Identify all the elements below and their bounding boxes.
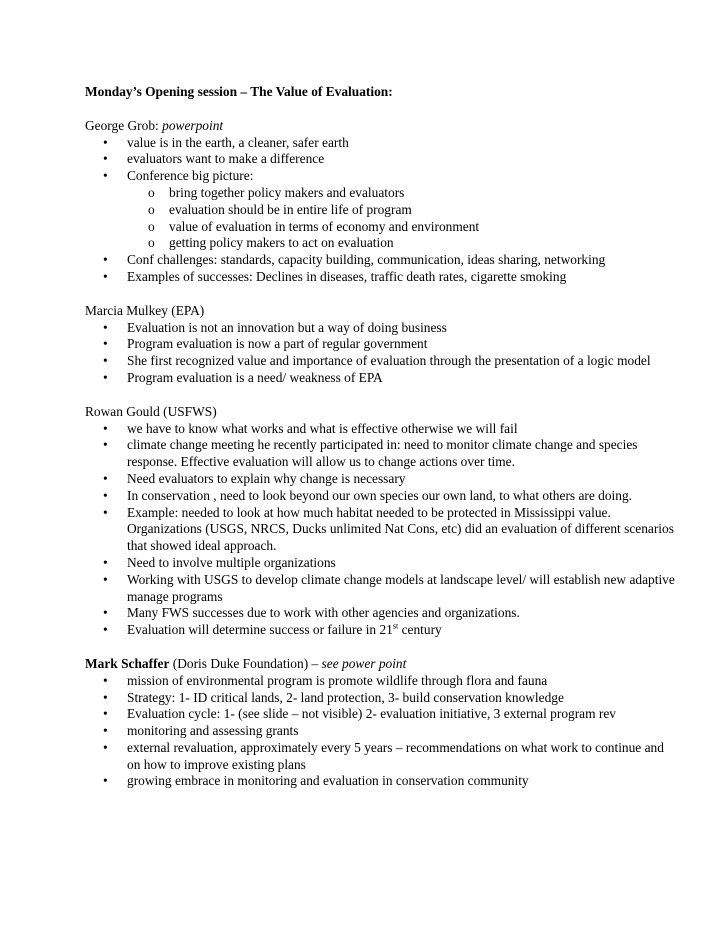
list-item: • In conservation , need to look beyond our own species our own land, to what others are doing.: [85, 488, 680, 505]
list-item-text: Evaluation will determine success or failure in 21: [127, 622, 393, 638]
list-item: • Evaluation is not an innovation but a way of doing business: [85, 320, 680, 337]
list-item-text-tail: century: [398, 622, 442, 638]
list-item: • Need evaluators to explain why change is necessary: [85, 471, 680, 488]
list-item: [85, 622, 680, 639]
section-marcia-mulkey: [85, 303, 680, 387]
list-item: • Many FWS successes due to work with other agencies and organizations.: [85, 605, 680, 622]
speaker-name: Mark Schaffer: [85, 655, 170, 671]
list-item: • Examples of successes: Declines in diseases, traffic death rates, cigarette smoking: [85, 269, 680, 286]
speaker-note: see power point: [321, 655, 407, 671]
speaker-heading: [85, 303, 680, 320]
list-item: • Evaluation cycle: 1- (see slide – not visible) 2- evaluation initiative, 3 external program rev: [85, 706, 680, 723]
sub-list-item: o getting policy makers to act on evaluation: [85, 235, 680, 252]
speaker-affiliation: (Doris Duke Foundation) –: [169, 655, 322, 671]
list-item: • growing embrace in monitoring and evaluation in conservation community: [85, 773, 680, 790]
bullet-list: [85, 135, 680, 286]
list-item: • She first recognized value and importance of evaluation through the presentation of a logic model: [85, 353, 680, 370]
speaker-name: Rowan Gould (USFWS): [85, 403, 217, 419]
list-item: • climate change meeting he recently participated in: need to monitor climate change and species response. Effective evaluation will allow us to change actions over time.: [85, 437, 680, 471]
bullet-list: [85, 320, 680, 387]
sub-list-item: o evaluation should be in entire life of program: [85, 202, 680, 219]
list-item: • Conf challenges: standards, capacity building, communication, ideas sharing, networking: [85, 252, 680, 269]
bullet-list: [85, 673, 680, 791]
ordinal-superscript: st: [392, 621, 399, 631]
speaker-heading: [85, 118, 680, 135]
section-george-grob: [85, 118, 680, 286]
sub-list: [127, 185, 680, 252]
speaker-heading: [85, 404, 680, 421]
list-item: • Program evaluation is now a part of regular government: [85, 336, 680, 353]
speaker-note: powerpoint: [162, 117, 224, 133]
speaker-heading: [85, 656, 680, 673]
page-title: Monday’s Opening session – The Value of Evaluation:: [85, 84, 393, 99]
list-item-text: Conference big picture:: [127, 168, 254, 184]
list-item: • Program evaluation is a need/ weakness of EPA: [85, 370, 680, 387]
list-item: • Working with USGS to develop climate change models at landscape level/ will establish new adaptive manage programs: [85, 572, 680, 606]
list-item: • Need to involve multiple organizations: [85, 555, 680, 572]
sub-list-item: o value of evaluation in terms of economy and environment: [85, 219, 680, 236]
list-item: • monitoring and assessing grants: [85, 723, 680, 740]
speaker-name: Marcia Mulkey (EPA): [85, 302, 205, 318]
list-item: • mission of environmental program is promote wildlife through flora and fauna: [85, 673, 680, 690]
list-item: • value is in the earth, a cleaner, safer earth: [85, 135, 680, 152]
list-item: • Example: needed to look at how much habitat needed to be protected in Mississippi value. Organizations (USGS, NRCS, Ducks unlimited Nat Cons, etc) did an evaluation of different scenarios that showed ideal approach.: [85, 505, 680, 555]
sub-list-item: o bring together policy makers and evaluators: [85, 185, 680, 202]
speaker-name: George Grob:: [85, 117, 159, 133]
list-item: • we have to know what works and what is effective otherwise we will fail: [85, 421, 680, 438]
section-rowan-gould: [85, 404, 680, 639]
section-mark-schaffer: [85, 656, 680, 790]
bullet-list: [85, 421, 680, 639]
list-item: • external revaluation, approximately every 5 years – recommendations on what work to continue and on how to improve existing plans: [85, 740, 680, 774]
list-item: • evaluators want to make a difference: [85, 151, 680, 168]
list-item: [85, 168, 680, 252]
list-item: • Strategy: 1- ID critical lands, 2- land protection, 3- build conservation knowledge: [85, 690, 680, 707]
